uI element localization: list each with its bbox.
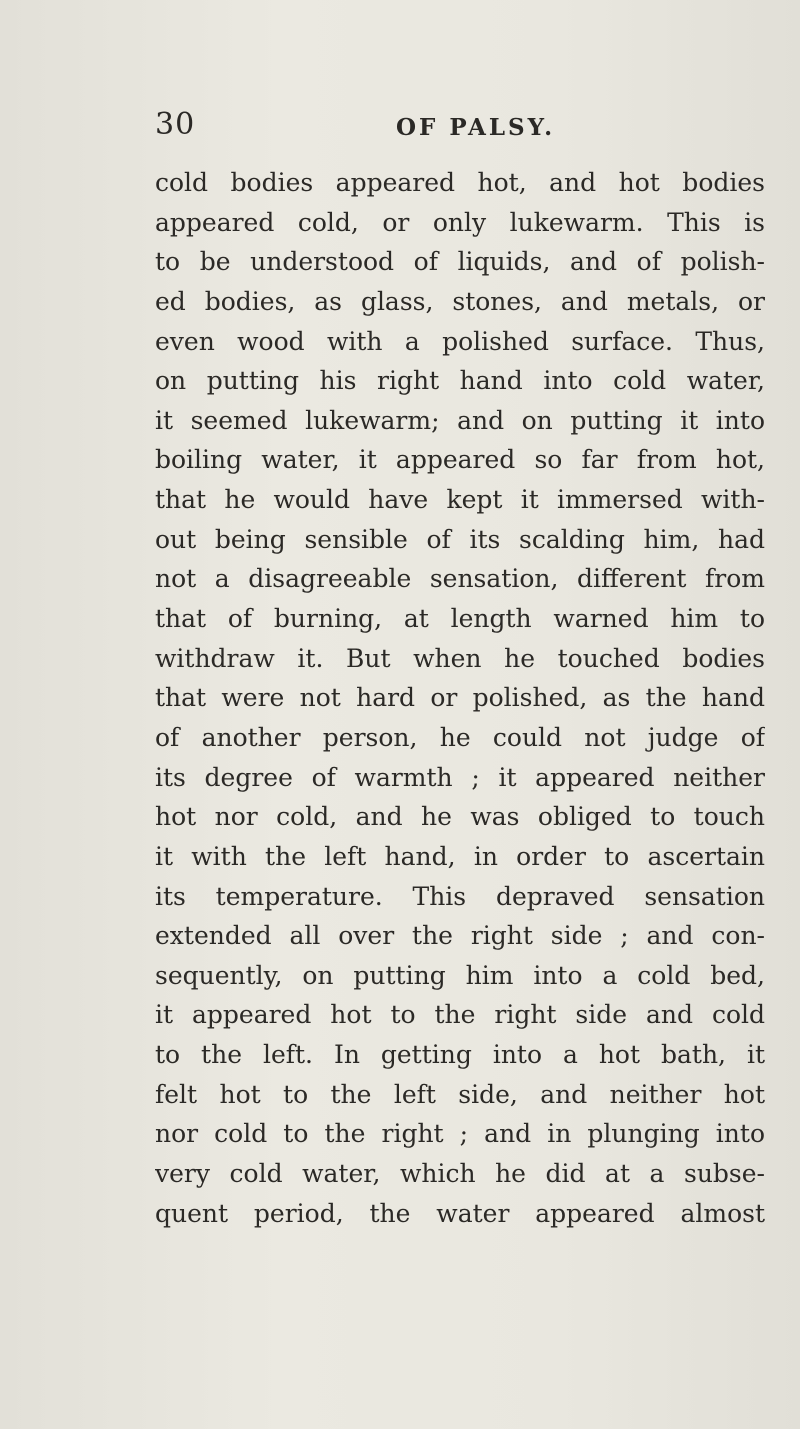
text-line: it with the left hand, in order to ascertain	[155, 841, 765, 871]
text-line: that of burning, at length warned him to	[155, 604, 765, 634]
text-line: to the left. In getting into a hot bath, it	[155, 1040, 765, 1070]
page-number: 30	[155, 107, 196, 142]
text-line: boiling water, it appeared so far from hot,	[155, 445, 765, 475]
text-line: felt hot to the left side, and neither hot	[155, 1079, 765, 1109]
running-title: OF PALSY.	[396, 114, 556, 141]
text-line: sequently, on putting him into a cold bed,	[155, 960, 765, 990]
text-line: ed bodies, as glass, stones, and metals, or	[155, 286, 765, 316]
text-line: its temperature. This depraved sensation	[155, 881, 765, 911]
text-line: appeared cold, or only lukewarm. This is	[155, 207, 765, 237]
text-line: it seemed lukewarm; and on putting it into	[155, 405, 765, 435]
text-line: extended all over the right side ; and con-	[155, 921, 765, 951]
text-line: out being sensible of its scalding him, had	[155, 524, 765, 554]
body-text	[155, 163, 765, 1233]
text-line: withdraw it. But when he touched bodies	[155, 643, 765, 673]
text-line: its degree of warmth ; it appeared neither	[155, 762, 765, 792]
text-line: that were not hard or polished, as the hand	[155, 683, 765, 713]
text-line: very cold water, which he did at a subse-	[155, 1159, 765, 1189]
text-line: on putting his right hand into cold water,	[155, 366, 765, 396]
text-line: cold bodies appeared hot, and hot bodies	[155, 168, 765, 197]
text-line: it appeared hot to the right side and cold	[155, 1000, 765, 1030]
text-line: nor cold to the right ; and in plunging into	[155, 1119, 765, 1149]
text-line: not a disagreeable sensation, different from	[155, 564, 765, 594]
text-line: quent period, the water appeared almost	[155, 1198, 765, 1228]
text-line: of another person, he could not judge of	[155, 722, 765, 752]
text-line: that he would have kept it immersed with-	[155, 485, 765, 515]
text-line: even wood with a polished surface. Thus,	[155, 326, 765, 356]
text-line: hot nor cold, and he was obliged to touch	[155, 802, 765, 832]
text-line: to be understood of liquids, and of polish-	[155, 247, 765, 277]
